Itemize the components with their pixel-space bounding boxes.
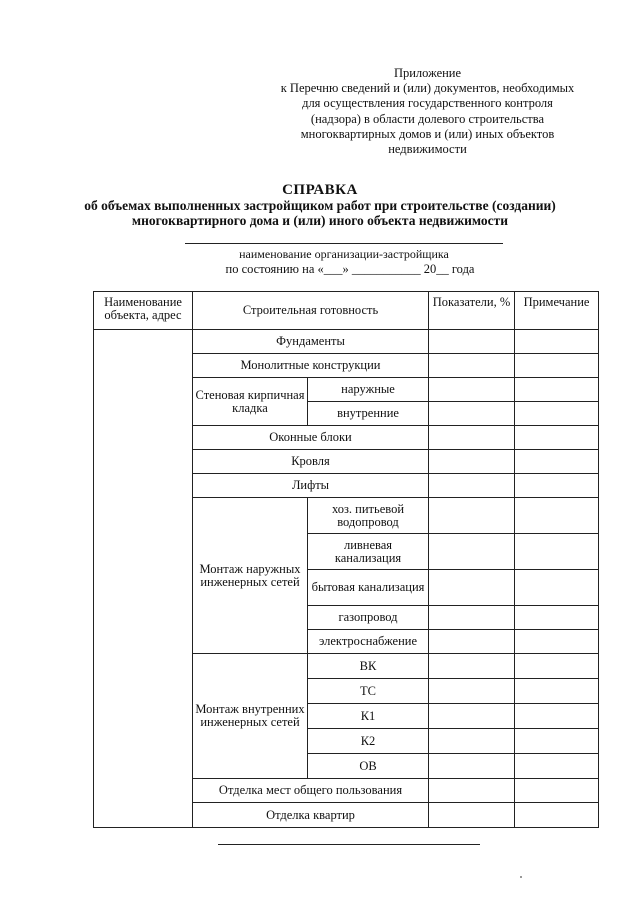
note-cell (515, 679, 599, 704)
title-line: об объемах выполненных застройщиком работ при строительстве (создании) (84, 198, 556, 213)
note-cell (515, 450, 599, 474)
row-label: К2 (308, 729, 429, 754)
org-name-caption: наименование организации-застройщика (239, 247, 449, 261)
note-cell (515, 498, 599, 534)
group-label: Монтаж наружных инженерных сетей (193, 498, 308, 654)
note-cell (515, 378, 599, 402)
note-cell (515, 402, 599, 426)
note-cell (515, 354, 599, 378)
appendix-line: к Перечню сведений и (или) документов, необходимых (280, 81, 575, 96)
row-label: Лифты (193, 474, 429, 498)
indicator-cell (429, 498, 515, 534)
note-cell (515, 654, 599, 679)
indicator-cell (429, 402, 515, 426)
scan-speck (520, 876, 522, 878)
note-cell (515, 779, 599, 803)
row-label: Оконные блоки (193, 426, 429, 450)
indicator-cell (429, 570, 515, 606)
indicator-cell (429, 729, 515, 754)
row-label: наружные (308, 378, 429, 402)
note-cell (515, 630, 599, 654)
header-note: Примечание (515, 292, 599, 330)
appendix-line: Приложение (393, 66, 462, 80)
as-of-date-line: по состоянию на «___» ___________ 20__ года (225, 262, 475, 276)
note-cell (515, 729, 599, 754)
row-label: внутренние (308, 402, 429, 426)
header-object: Наименование объекта, адрес (94, 292, 193, 330)
group-label: Монтаж внутренних инженерных сетей (193, 654, 308, 779)
row-label: бытовая канализация (308, 570, 429, 606)
header-readiness: Строительная готовность (193, 292, 429, 330)
note-cell (515, 803, 599, 828)
indicator-cell (429, 534, 515, 570)
readiness-table (93, 291, 599, 828)
appendix-line: многоквартирных домов и (или) иных объектов (300, 126, 555, 141)
note-cell (515, 570, 599, 606)
appendix-line: для осуществления государственного контроля (302, 96, 553, 111)
row-label: ливневая канализация (308, 534, 429, 570)
row-label: электроснабжение (308, 630, 429, 654)
indicator-cell (429, 474, 515, 498)
appendix-line: недвижимости (388, 142, 467, 157)
row-label: газопровод (308, 606, 429, 630)
indicator-cell (429, 378, 515, 402)
note-cell (515, 606, 599, 630)
note-cell (515, 426, 599, 450)
row-label: ОВ (308, 754, 429, 779)
row-label: Фундаменты (193, 330, 429, 354)
indicator-cell (429, 779, 515, 803)
note-cell (515, 704, 599, 729)
document-title (40, 183, 600, 228)
table-header-row (94, 292, 599, 330)
indicator-cell (429, 654, 515, 679)
row-label: Кровля (193, 450, 429, 474)
row-label: Отделка квартир (193, 803, 429, 828)
header-indicators: Показатели, % (429, 292, 515, 330)
table-row (94, 330, 599, 354)
group-label: Стеновая кирпичная кладка (193, 378, 308, 426)
note-cell (515, 330, 599, 354)
title-line: многоквартирного дома и (или) иного объекта недвижимости (131, 213, 509, 228)
row-label: Отделка мест общего пользования (193, 779, 429, 803)
object-cell (94, 330, 193, 828)
indicator-cell (429, 679, 515, 704)
indicator-cell (429, 803, 515, 828)
row-label: Монолитные конструкции (193, 354, 429, 378)
title-heading: СПРАВКА (282, 182, 358, 198)
indicator-cell (429, 754, 515, 779)
indicator-cell (429, 426, 515, 450)
org-name-line (185, 243, 503, 244)
note-cell (515, 534, 599, 570)
note-cell (515, 474, 599, 498)
row-label: ВК (308, 654, 429, 679)
note-cell (515, 754, 599, 779)
indicator-cell (429, 704, 515, 729)
indicator-cell (429, 330, 515, 354)
indicator-cell (429, 606, 515, 630)
row-label: хоз. питьевой водопровод (308, 498, 429, 534)
appendix-note (255, 66, 600, 157)
signature-line (218, 844, 480, 845)
indicator-cell (429, 354, 515, 378)
row-label: ТС (308, 679, 429, 704)
appendix-line: (надзора) в области долевого строительства (310, 111, 545, 126)
row-label: К1 (308, 704, 429, 729)
indicator-cell (429, 630, 515, 654)
indicator-cell (429, 450, 515, 474)
